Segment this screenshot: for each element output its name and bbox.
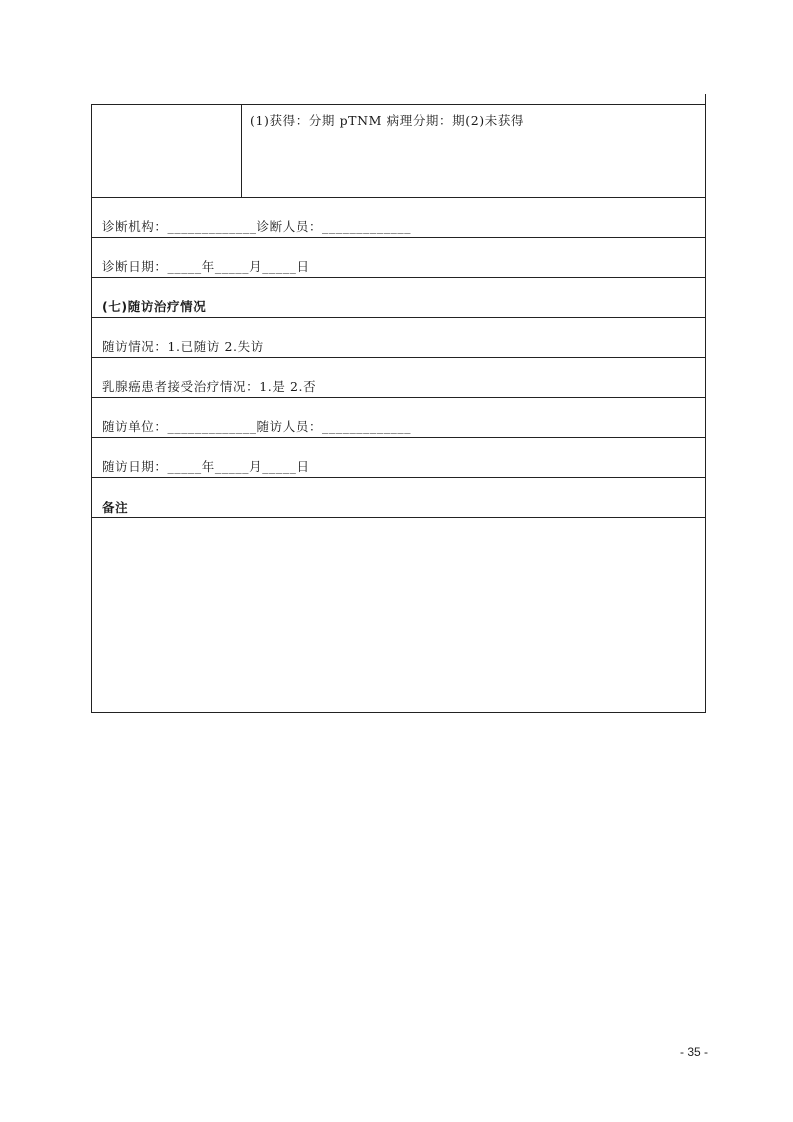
section-seven-title: (七)随访治疗情况 (102, 299, 207, 314)
diagnosis-org-row (92, 197, 706, 237)
followup-date-row (92, 437, 706, 477)
notes-body (92, 517, 706, 712)
followup-date-text: 随访日期：_____年_____月_____日 (102, 459, 310, 474)
stage-label-cell (92, 105, 242, 197)
treatment-status-text: 乳腺癌患者接受治疗情况：1.是 2.否 (102, 379, 317, 394)
stage-text: (1)获得：分期 pTNM 病理分期：期(2)未获得 (250, 113, 525, 128)
section-seven-row (92, 277, 706, 317)
notes-title: 备注 (102, 500, 129, 515)
notes-header-row (92, 477, 706, 517)
diagnosis-date-text: 诊断日期：_____年_____月_____日 (102, 259, 310, 274)
followup-org-row (92, 397, 706, 437)
followup-status-row (92, 317, 706, 357)
form-table (91, 104, 706, 713)
diagnosis-date-row (92, 237, 706, 277)
treatment-status-row (92, 357, 706, 397)
stage-value-cell (242, 105, 705, 197)
followup-org-text: 随访单位：_____________随访人员：_____________ (102, 419, 412, 434)
followup-status-text: 随访情况：1.已随访 2.失访 (102, 339, 264, 354)
diagnosis-org-text: 诊断机构：_____________诊断人员：_____________ (102, 219, 412, 234)
page-number: - 35 - (680, 1045, 709, 1059)
stage-row (92, 104, 706, 197)
